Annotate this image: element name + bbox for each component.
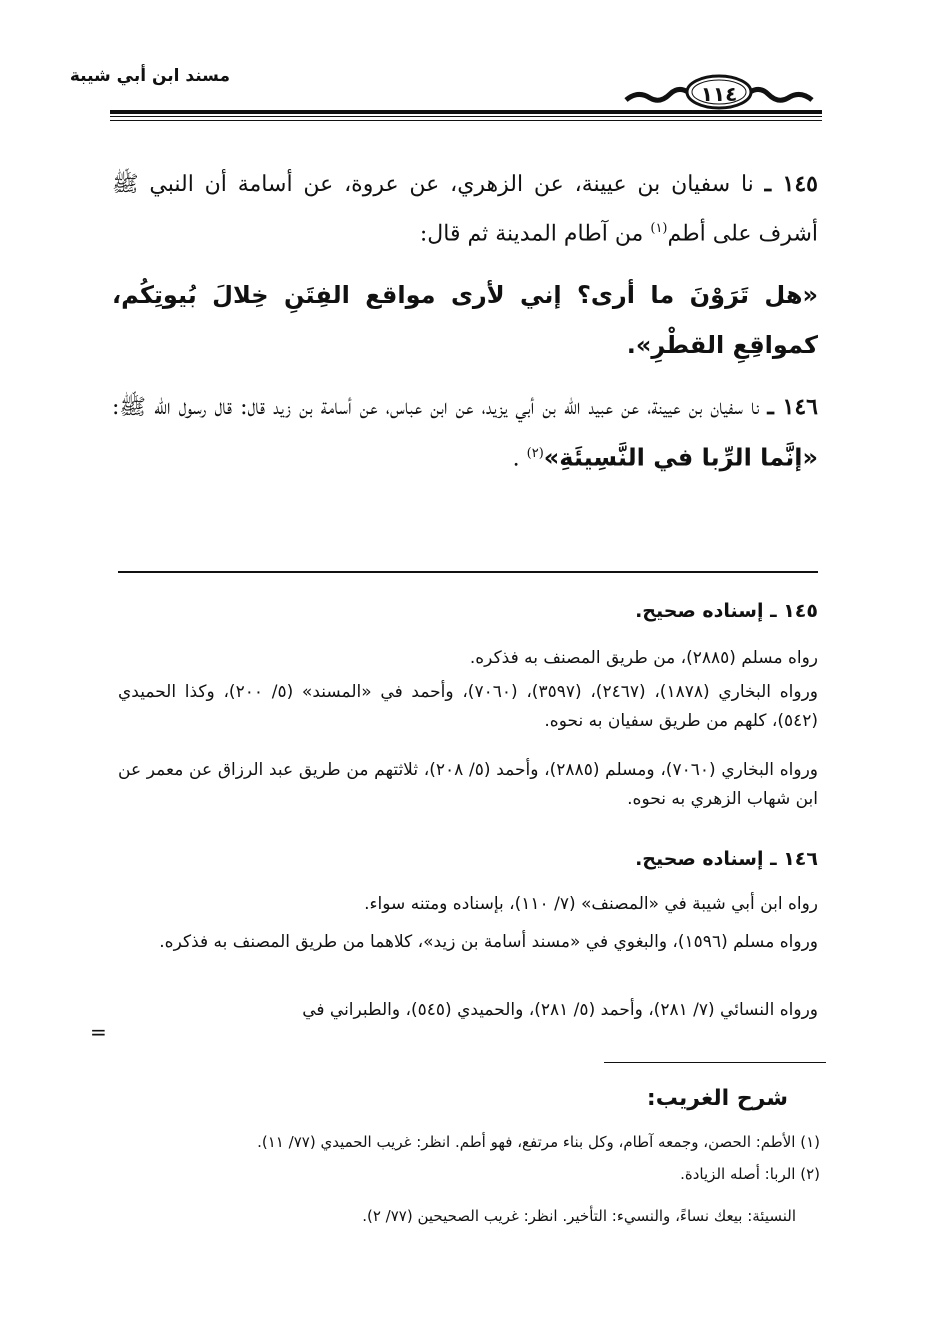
hadith-145-matn: «هل تَرَوْنَ ما أرى؟ إني لأرى مواقع الفِتَنِ خِلالَ بُيوتِكُم، كمواقِعِ القطْرِ». (112, 281, 818, 359)
running-title: مسند ابن أبي شيبة (69, 66, 230, 86)
footnote-ref: (٢) (526, 446, 544, 461)
page-number: ١١٤ (700, 82, 738, 106)
footnote-heading-145: ١٤٥ ـ إسناده صحيح. (635, 600, 818, 622)
footnote-145-line-1: رواه مسلم (٢٨٨٥)، من طريق المصنف به فذكره. (469, 648, 818, 668)
gharib-separator (604, 1062, 826, 1063)
hadith-number: ١٤٥ ـ (764, 171, 818, 197)
gloss-item-3: النسيئة: بيعك نساءً، والنسيء: التأخير. انظر: غريب الصحيحين (٧٧/ ٢). (362, 1207, 796, 1225)
footnote-146-line-3: ورواه النسائي (٧/ ٢٨١)، وأحمد (٥/ ٢٨١)، والحميدي (٥٤٥)، والطبراني في (302, 1000, 818, 1020)
footnote-ref: (١) (650, 221, 668, 236)
hadith-isnad: نا سفيان بن عيينة، عن عبيد الله بن أبي يزيد، عن ابن عباس، عن أسامة بن زيد قال: قال رسول الله ﷺ: (112, 395, 760, 420)
hadith-matn: «إنَّما الرِّبا في النَّسِيئَةِ» (543, 443, 818, 472)
gharib-heading: شرح الغريب: (646, 1086, 788, 1111)
footnote-146-line-2: ورواه مسلم (١٥٩٦)، والبغوي في «مسند أسامة بن زيد»، كلاهما من طريق المصنف به فذكره. (159, 932, 818, 952)
hadith-146 (112, 384, 818, 482)
footnote-145-line-3: ورواه البخاري (٧٠٦٠)، ومسلم (٢٨٨٥)، وأحمد (٥/ ٢٠٨)، ثلاثتهم من طريق عبد الرزاق عن معمر عن ابن شهاب الزهري به نحوه. (118, 760, 818, 809)
hadith-end: . (512, 446, 520, 472)
gloss-item-2: (٢) الربا: أصله الزيادة. (680, 1165, 820, 1183)
hadith-145 (112, 162, 818, 256)
gloss-item-1: (١) الأطم: الحصن، وجمعه آطام، وكل بناء مرتفع، فهو أطم. انظر: غريب الحميدي (٧٧/ ١١). (257, 1133, 820, 1151)
footnote-separator (118, 571, 818, 573)
hadith-isnad-cont: من آطام المدينة ثم قال: (419, 221, 644, 247)
continuation-mark: = (90, 1020, 107, 1044)
hadith-number: ١٤٦ ـ (767, 394, 818, 420)
header-rule-thin (110, 116, 822, 117)
footnote-heading-146: ١٤٦ ـ إسناده صحيح. (635, 848, 818, 870)
header-rule-thin-2 (110, 120, 822, 121)
header-rule (110, 110, 822, 114)
footnote-145-line-2: ورواه البخاري (١٨٧٨)، (٢٤٦٧)، (٣٥٩٧)، (٧٠٦٠)، وأحمد في «المسند» (٥/ ٢٠٠)، وكذا الحميدي (٥٤٢)، كلهم من طريق سفيان به نحوه. (118, 682, 818, 731)
hadith-isnad: نا سفيان بن عيينة، عن الزهري، عن عروة، عن أسامة أن النبي ﷺ أشرف على أطم (112, 172, 818, 247)
footnote-146-line-1: رواه ابن أبي شيبة في «المصنف» (٧/ ١١٠)، بإسناده ومتنه سواء. (364, 894, 818, 914)
